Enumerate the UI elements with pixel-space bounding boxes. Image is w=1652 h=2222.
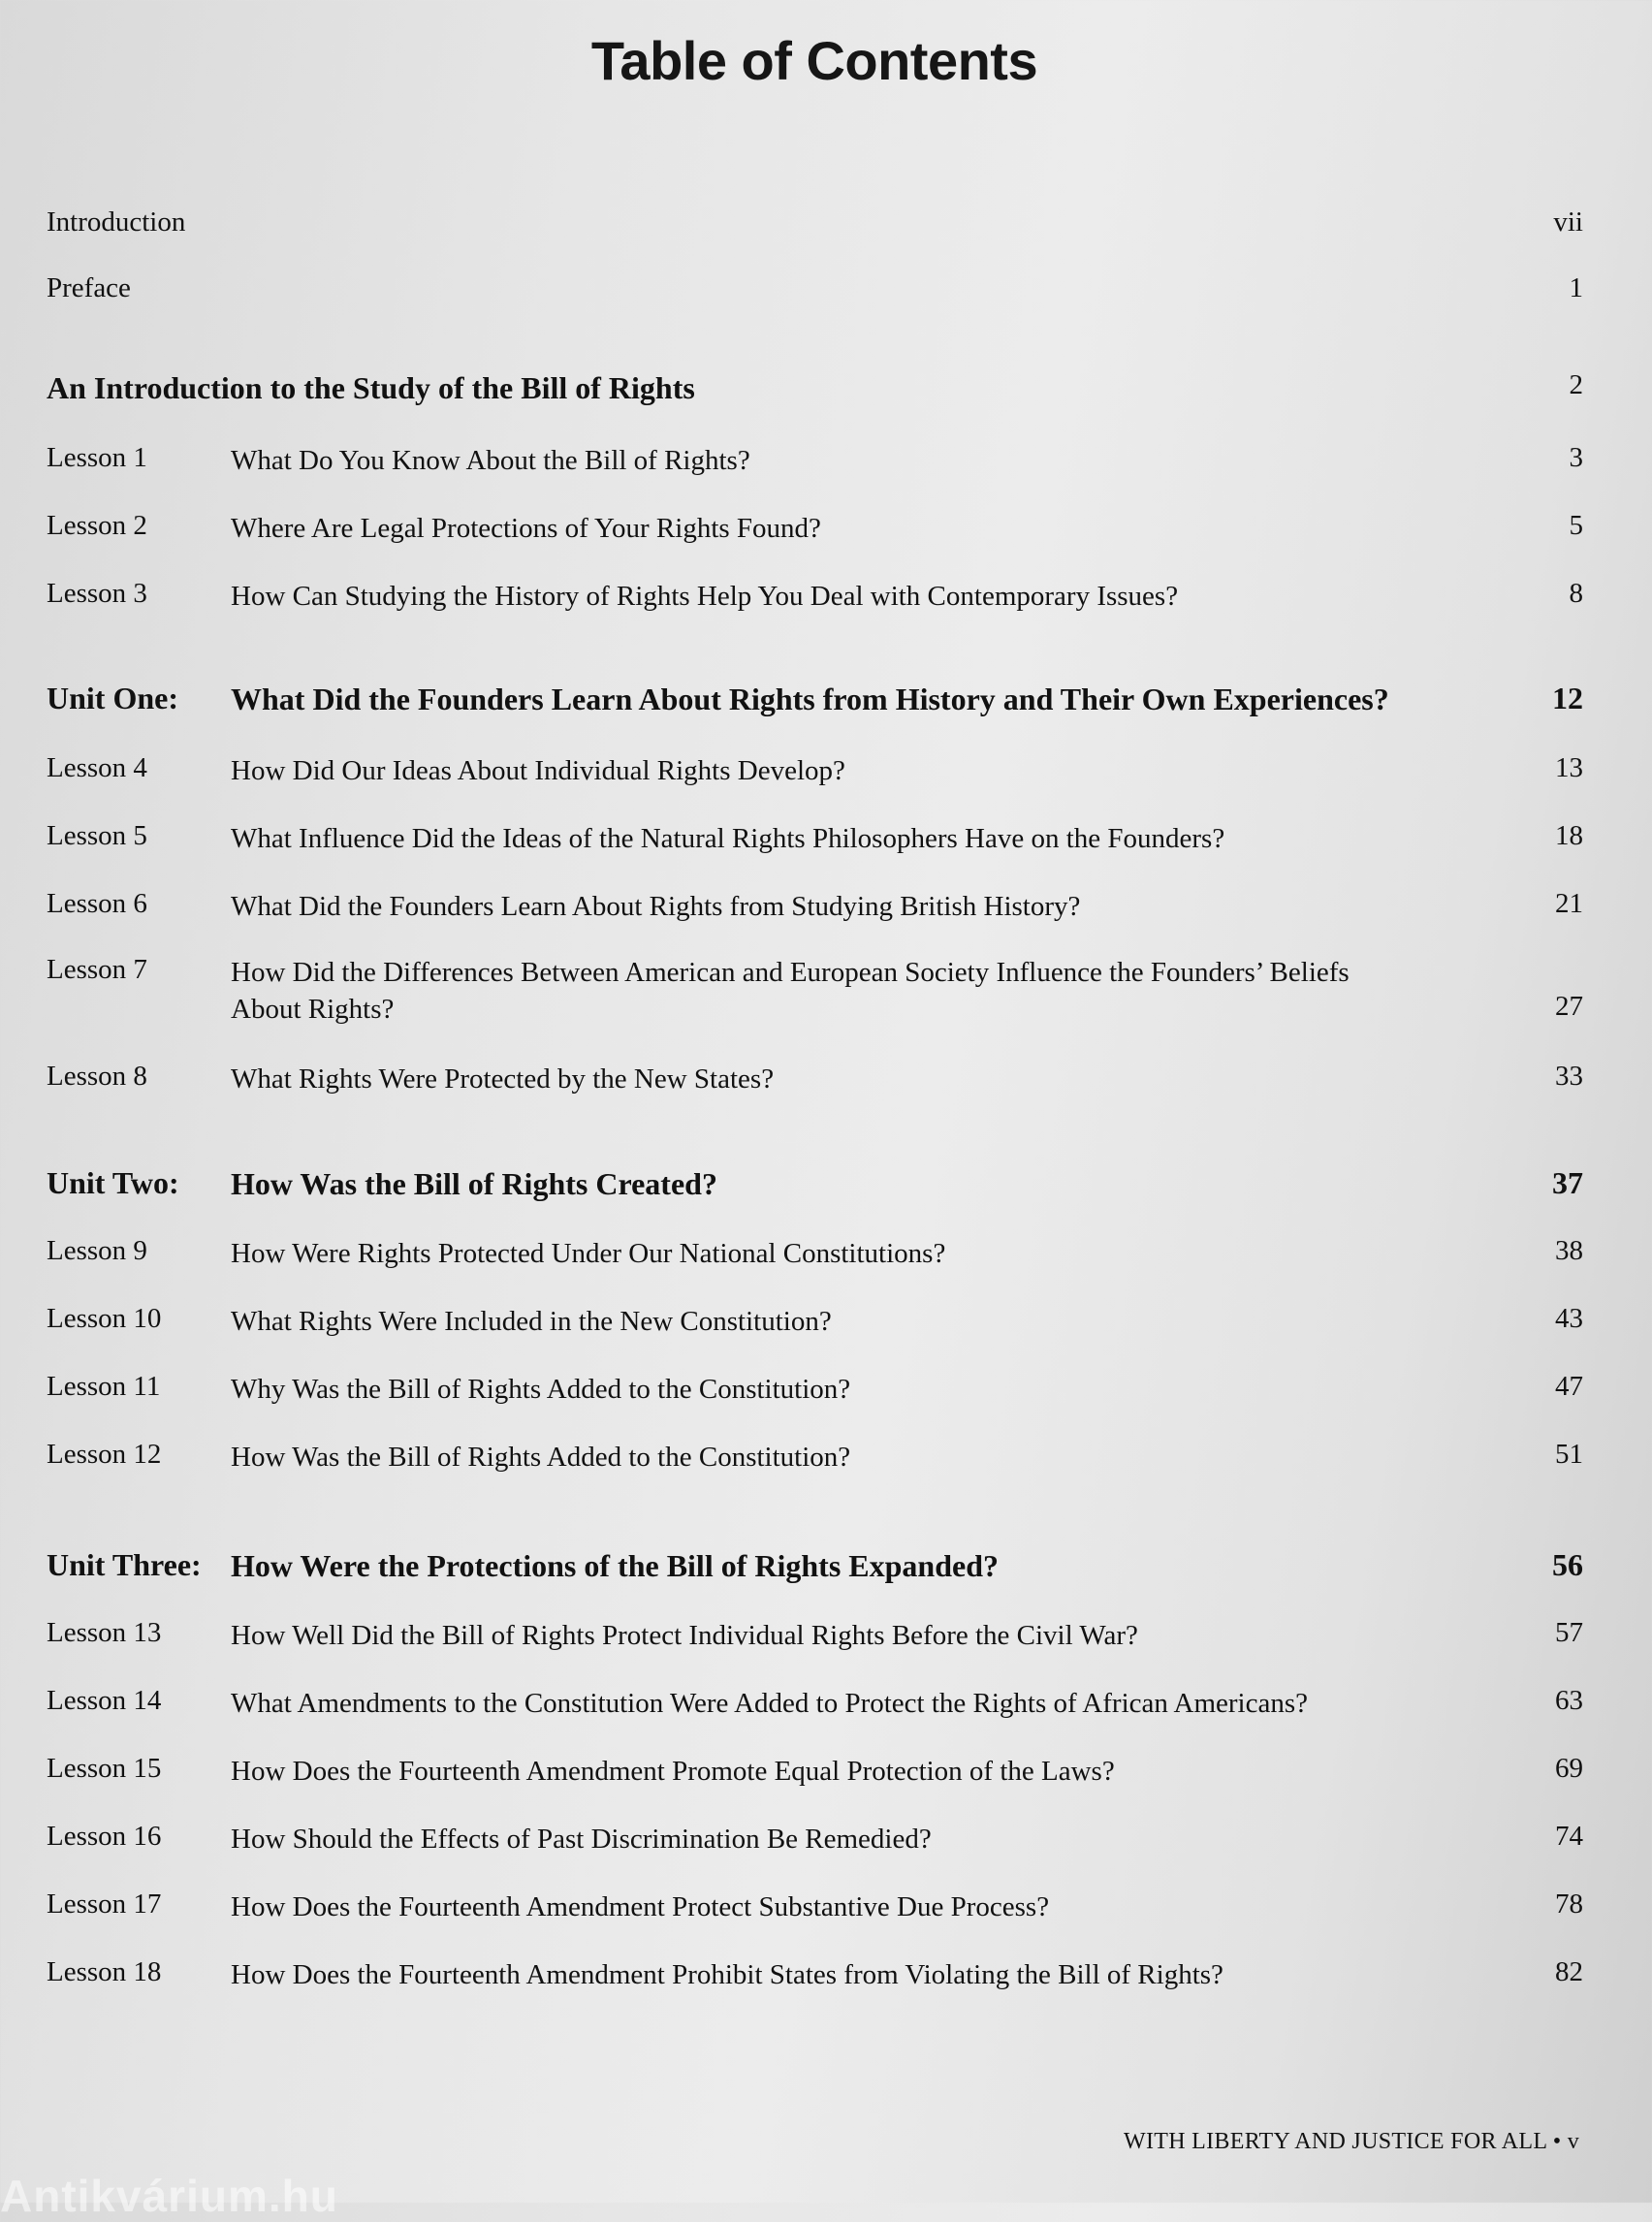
page-number: 43	[1555, 1303, 1583, 1334]
lesson-label: Lesson 14	[47, 1685, 162, 1716]
page-number: 12	[1552, 681, 1583, 715]
page-number: 2	[1569, 369, 1583, 400]
toc-entry-preface[interactable]	[47, 272, 1583, 321]
page-number: 47	[1555, 1371, 1583, 1402]
toc-entry-lesson-1[interactable]	[47, 442, 1583, 491]
lesson-title: What Amendments to the Constitution Were Added to Protect the Rights of African Americans?	[231, 1688, 1309, 1719]
toc-entry-lesson-14[interactable]	[47, 1685, 1583, 1733]
page-number: 78	[1555, 1889, 1583, 1920]
page-number: 3	[1569, 442, 1583, 473]
page-number: 33	[1555, 1061, 1583, 1092]
unit-label: Unit Two:	[47, 1165, 179, 1200]
page-number: 5	[1569, 510, 1583, 541]
toc-entry-lesson-7[interactable]	[47, 954, 1583, 1032]
toc-unit-three[interactable]	[47, 1547, 1583, 1596]
lesson-title: How Does the Fourteenth Amendment Prohibit States from Violating the Bill of Rights?	[231, 1959, 1223, 1990]
toc-entry-lesson-10[interactable]	[47, 1303, 1583, 1351]
section-title: An Introduction to the Study of the Bill of Rights	[47, 370, 695, 405]
toc-entry-lesson-13[interactable]	[47, 1617, 1583, 1666]
page-number: 37	[1552, 1165, 1583, 1200]
unit-label: Unit Three:	[47, 1547, 202, 1582]
toc-entry-introduction[interactable]	[47, 206, 1583, 255]
toc-entry-lesson-18[interactable]	[47, 1956, 1583, 2005]
lesson-title: What Influence Did the Ideas of the Natural Rights Philosophers Have on the Founders?	[231, 823, 1225, 854]
lesson-label: Lesson 5	[47, 820, 147, 851]
watermark: Antikvárium.hu	[0, 2171, 338, 2221]
page-number: 56	[1552, 1547, 1583, 1582]
toc-entry-lesson-9[interactable]	[47, 1235, 1583, 1284]
entry-label: Introduction	[47, 206, 186, 238]
lesson-title: What Rights Were Included in the New Constitution?	[231, 1306, 832, 1337]
lesson-label: Lesson 17	[47, 1889, 162, 1920]
lesson-label: Lesson 4	[47, 752, 147, 783]
toc-unit-two[interactable]	[47, 1165, 1583, 1214]
entry-label: Preface	[47, 272, 131, 303]
lesson-title: How Does the Fourteenth Amendment Protect Substantive Due Process?	[231, 1891, 1050, 1922]
page-footer: WITH LIBERTY AND JUSTICE FOR ALL • v	[1124, 2129, 1579, 2154]
lesson-label: Lesson 13	[47, 1617, 162, 1648]
page-number: 1	[1569, 272, 1583, 303]
lesson-title: How Should the Effects of Past Discrimination Be Remedied?	[231, 1824, 932, 1855]
toc-entry-lesson-12[interactable]	[47, 1439, 1583, 1487]
lesson-label: Lesson 2	[47, 510, 147, 541]
page-number: 27	[1555, 991, 1583, 1022]
lesson-label: Lesson 3	[47, 578, 147, 609]
lesson-label: Lesson 8	[47, 1061, 147, 1092]
lesson-label: Lesson 18	[47, 1956, 162, 1987]
lesson-label: Lesson 15	[47, 1753, 162, 1784]
unit-title: How Were the Protections of the Bill of Rights Expanded?	[231, 1548, 999, 1583]
lesson-label: Lesson 10	[47, 1303, 162, 1334]
lesson-label: Lesson 16	[47, 1821, 162, 1852]
toc-entry-lesson-5[interactable]	[47, 820, 1583, 869]
lesson-title: How Were Rights Protected Under Our National Constitutions?	[231, 1238, 946, 1269]
lesson-title: What Did the Founders Learn About Rights from Studying British History?	[231, 891, 1081, 922]
unit-title: How Was the Bill of Rights Created?	[231, 1166, 717, 1201]
lesson-label: Lesson 12	[47, 1439, 162, 1470]
lesson-title: How Did the Differences Between American and European Society Influence the Founders’ Beliefs About Rights?	[231, 957, 1350, 1025]
page-number: 51	[1555, 1439, 1583, 1470]
toc-entry-lesson-6[interactable]	[47, 888, 1583, 936]
page-number: 57	[1555, 1617, 1583, 1648]
unit-label: Unit One:	[47, 681, 178, 715]
lesson-title: How Did Our Ideas About Individual Rights Develop?	[231, 755, 845, 786]
lesson-label: Lesson 6	[47, 888, 147, 919]
lesson-title: Why Was the Bill of Rights Added to the Constitution?	[231, 1374, 851, 1405]
page-number: 63	[1555, 1685, 1583, 1716]
toc-entry-lesson-11[interactable]	[47, 1371, 1583, 1419]
lesson-title: What Do You Know About the Bill of Rights?	[231, 445, 750, 476]
page-number: 74	[1555, 1821, 1583, 1852]
page-number: 18	[1555, 820, 1583, 851]
page-number: 21	[1555, 888, 1583, 919]
toc-entry-lesson-15[interactable]	[47, 1753, 1583, 1801]
lesson-title: How Can Studying the History of Rights Help You Deal with Contemporary Issues?	[231, 581, 1179, 612]
toc-entry-lesson-2[interactable]	[47, 510, 1583, 558]
lesson-label: Lesson 7	[47, 954, 147, 985]
toc-entry-lesson-17[interactable]	[47, 1889, 1583, 1937]
lesson-title: Where Are Legal Protections of Your Rights Found?	[231, 513, 821, 544]
toc-entry-lesson-8[interactable]	[47, 1061, 1583, 1109]
lesson-label: Lesson 11	[47, 1371, 161, 1402]
lesson-title: How Was the Bill of Rights Added to the Constitution?	[231, 1442, 851, 1473]
page-number: 13	[1555, 752, 1583, 783]
toc-entry-lesson-3[interactable]	[47, 578, 1583, 626]
page-number: 38	[1555, 1235, 1583, 1266]
toc-section-intro[interactable]	[47, 369, 1583, 418]
lesson-label: Lesson 9	[47, 1235, 147, 1266]
page-number: vii	[1553, 206, 1583, 238]
page-number: 82	[1555, 1956, 1583, 1987]
page-number: 8	[1569, 578, 1583, 609]
toc-unit-one[interactable]	[47, 681, 1583, 729]
lesson-label: Lesson 1	[47, 442, 147, 473]
lesson-title: How Does the Fourteenth Amendment Promote Equal Protection of the Laws?	[231, 1756, 1115, 1787]
page-title: Table of Contents	[590, 30, 1038, 91]
toc-entry-lesson-4[interactable]	[47, 752, 1583, 801]
lesson-title: How Well Did the Bill of Rights Protect Individual Rights Before the Civil War?	[231, 1620, 1138, 1651]
page-number: 69	[1555, 1753, 1583, 1784]
unit-title: What Did the Founders Learn About Rights from History and Their Own Experiences?	[231, 682, 1389, 716]
toc-entry-lesson-16[interactable]	[47, 1821, 1583, 1869]
lesson-title: What Rights Were Protected by the New States?	[231, 1063, 775, 1095]
